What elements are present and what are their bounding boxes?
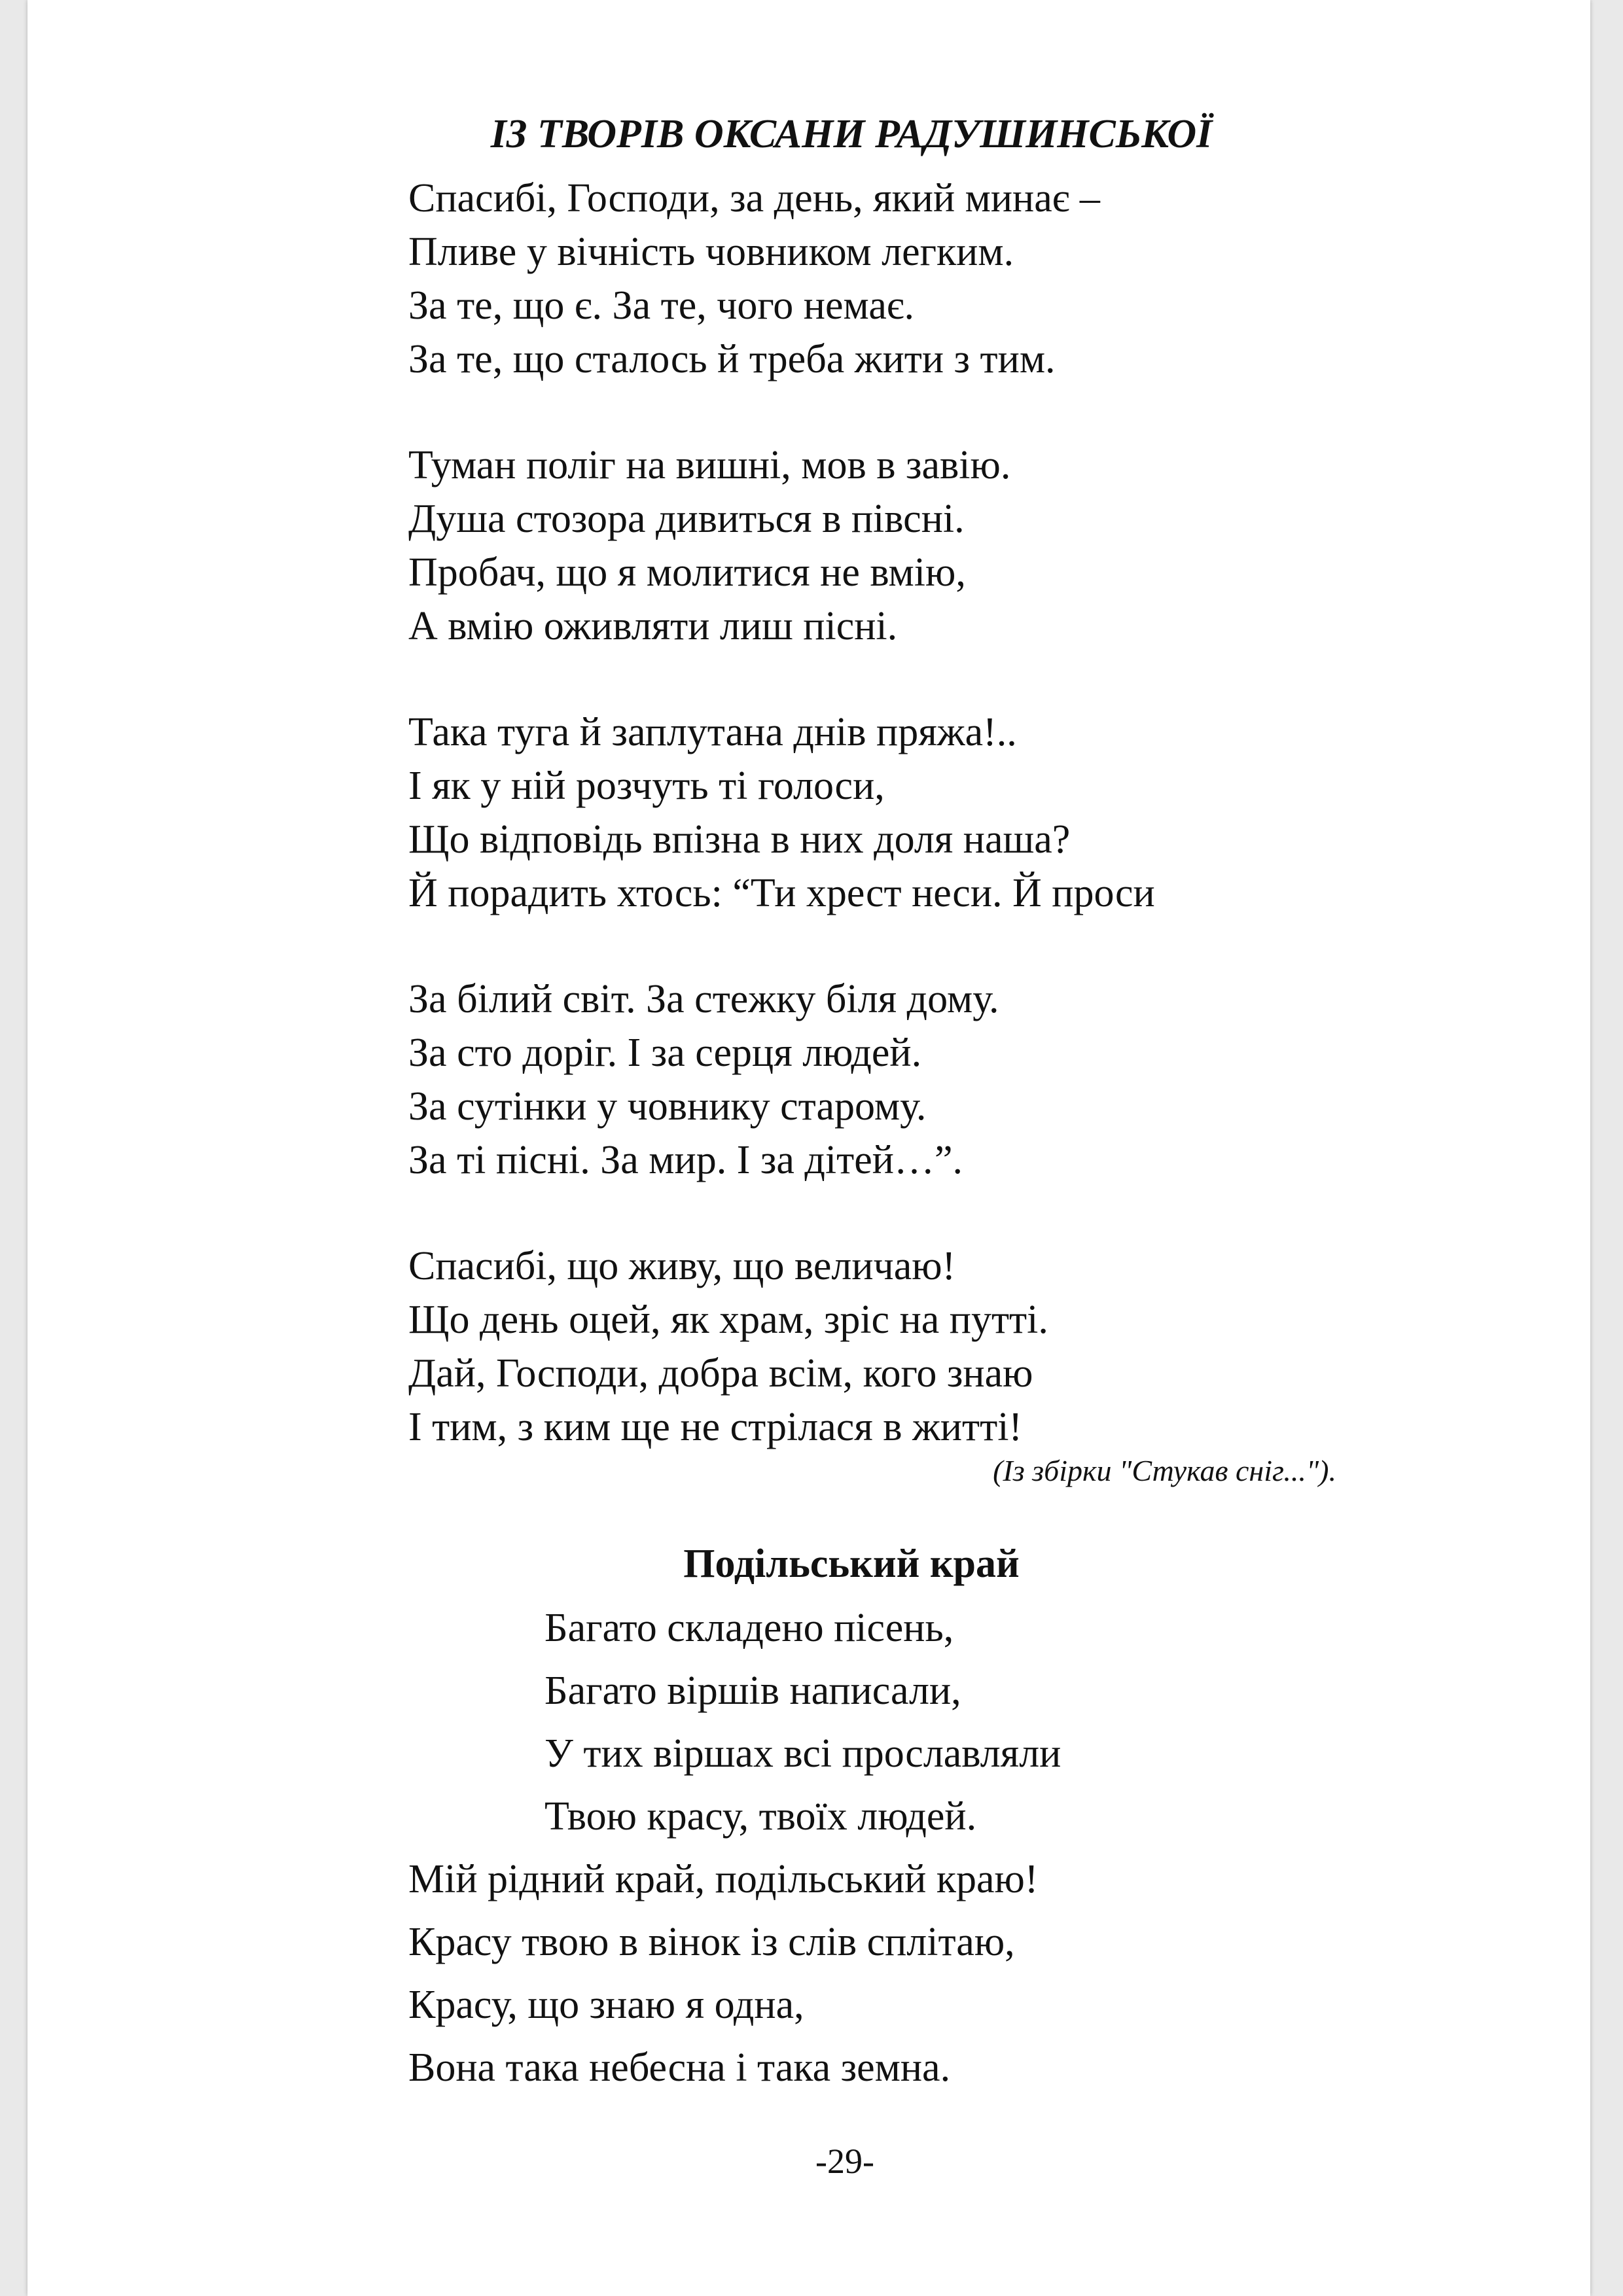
- poem-source-note: (Із збірки "Стукав сніг...").: [993, 1454, 1336, 1487]
- poem-line: Красу, що знаю я одна,: [408, 1983, 804, 2027]
- poem-line: І тим, з ким ще не стрілася в житті!: [408, 1405, 1023, 1449]
- poem1-stanza-5: [408, 1239, 1048, 1454]
- poem-line: Така туга й заплутана днів пряжа!..: [408, 710, 1017, 754]
- poem1-stanza-2: [408, 438, 1010, 653]
- poem-line: Спасибі, що живу, що величаю!: [408, 1244, 956, 1288]
- page-title: ІЗ ТВОРІВ ОКСАНИ РАДУШИНСЬКОЇ: [490, 112, 1213, 156]
- poem-line: Що відповідь впізна в них доля наша?: [408, 817, 1071, 862]
- poem-line: Мій рідний край, подільський краю!: [408, 1857, 1039, 1901]
- poem-line: За ті пісні. За мир. І за дітей…”.: [408, 1138, 963, 1182]
- poem-line: Багато складено пісень,: [544, 1606, 954, 1650]
- poem2-chorus: [408, 1848, 1038, 2099]
- page-number: -29-: [815, 2142, 874, 2181]
- poem-line: Пливе у вічність човником легким.: [408, 230, 1014, 274]
- poem-line: І як у ній розчуть ті голоси,: [408, 764, 885, 808]
- poem-line: А вмію оживляти лиш пісні.: [408, 604, 898, 648]
- poem-line: Твою красу, твоїх людей.: [544, 1794, 977, 1839]
- poem2-verse: [544, 1597, 1061, 1848]
- poem-line: За сто доріг. І за серця людей.: [408, 1031, 922, 1075]
- poem-line: Туман поліг на вишні, мов в завію.: [408, 443, 1011, 487]
- poem-line: Вона така небесна і така земна.: [408, 2045, 951, 2090]
- poem-line: У тих віршах всі прославляли: [544, 1731, 1061, 1776]
- poem-line: Що день оцей, як храм, зріс на путті.: [408, 1298, 1048, 1342]
- poem-line: За білий світ. За стежку біля дому.: [408, 977, 999, 1021]
- poem-line: Пробач, що я молитися не вмію,: [408, 550, 966, 595]
- poem1-stanza-4: [408, 972, 999, 1187]
- poem-line: За сутінки у човнику старому.: [408, 1084, 927, 1129]
- poem-line: Красу твою в вінок із слів сплітаю,: [408, 1920, 1015, 1964]
- poem-line: Спасибі, Господи, за день, який минає –: [408, 176, 1100, 221]
- poem-line: Багато віршів написали,: [544, 1669, 961, 1713]
- poem1-stanza-3: [408, 705, 1155, 920]
- poem-line: Дай, Господи, добра всім, кого знаю: [408, 1351, 1033, 1396]
- poem1-stanza-1: [408, 171, 1100, 386]
- poem-line: За те, що сталось й треба жити з тим.: [408, 337, 1056, 381]
- poem-line: Душа стозора дивиться в півсні.: [408, 497, 965, 541]
- poem-line: За те, що є. За те, чого немає.: [408, 283, 914, 328]
- document-page: [27, 0, 1590, 2296]
- poem-line: Й порадить хтось: “Ти хрест неси. Й проси: [408, 871, 1155, 915]
- poem2-title: Подільський край: [683, 1542, 1020, 1586]
